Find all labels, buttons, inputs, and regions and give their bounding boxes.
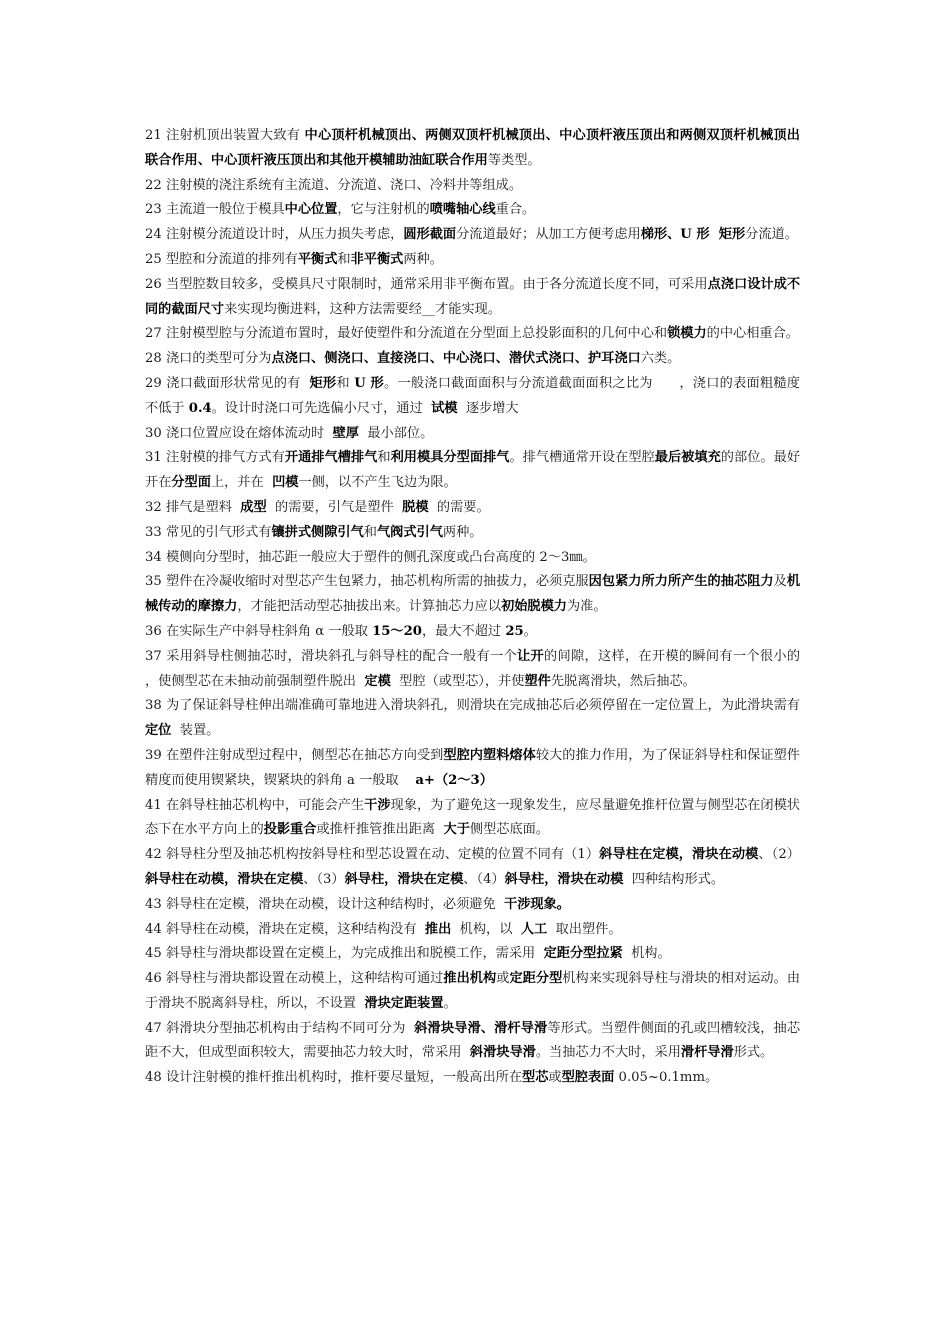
question-text: 25 型腔和分流道的排列有 (145, 251, 298, 267)
paragraph-item (145, 645, 842, 695)
question-text: 或推杆推管推出距离 (316, 822, 444, 838)
question-text: 39 在塑件注射成型过程中，侧型芯在抽芯方向受到 (145, 747, 444, 763)
question-text: 一侧，以不产生飞边为限。 (298, 475, 457, 491)
bold-answer-text: 定模 (364, 673, 391, 689)
question-text: 27 注射模型腔与分流道布置时，最好使塑件和分流道在分型面上总投影面积的几何中心和 (145, 326, 668, 342)
paragraph-item (145, 198, 800, 223)
question-text: 装置。 (171, 723, 220, 739)
bold-answer-text: 锁模力 (667, 326, 707, 342)
question-text: 28 浇口的类型可分为 (145, 351, 272, 367)
paragraph-item (145, 223, 800, 248)
paragraph-item (145, 1017, 800, 1067)
question-text: 分流道最好；从加工方便考虑用 (456, 227, 641, 243)
question-text: 现象，为了避免这一现象发生，应尽量避免推杆位置与侧型芯在闭模状态下在水平方向上的 (145, 797, 800, 838)
bold-answer-text: 初始脱模力 (501, 599, 567, 615)
bold-answer-text: 人工 (520, 921, 548, 937)
bold-answer-text: 塑件 (524, 673, 551, 689)
paragraph-item (145, 794, 800, 844)
question-text: 47 斜滑块分型抽芯机构由于结构不同可分为 (145, 1020, 415, 1036)
question-text: 。 (443, 995, 457, 1011)
question-text: 、（4） (463, 871, 505, 887)
question-text: 的间隙，这样，在开模的瞬间有一个很小的 ，使侧型芯在未抽动前强制塑件脱出 (145, 648, 842, 689)
paragraph-item (145, 496, 800, 521)
bold-answer-text: 壁厚 (332, 425, 359, 441)
bold-answer-text: 滑杆导滑 (680, 1045, 734, 1061)
question-text: 或 (496, 971, 510, 987)
bold-answer-text: 定距分型 (509, 971, 563, 987)
bold-answer-text: 中心位置 (284, 202, 338, 218)
bold-answer-text: 15～20 (372, 623, 422, 639)
question-text: 29 浇口截面形状常见的有 (145, 375, 310, 391)
question-text: 上，并在 (210, 475, 273, 491)
bold-answer-text: 平衡式 (297, 251, 338, 267)
bold-answer-text: 型芯 (522, 1070, 549, 1086)
bold-answer-text: 斜导柱，滑块在动模 (504, 871, 624, 887)
question-text: ，最大不超过 (421, 623, 506, 639)
bold-answer-text: 凹模 (272, 475, 299, 491)
paragraph-item (145, 521, 800, 546)
bold-answer-text: 斜导柱在定模，滑块在动模 (599, 847, 759, 863)
paragraph-item (145, 694, 809, 744)
question-text: 。设计时浇口可先选偏小尺寸，通过 (211, 400, 432, 416)
question-text: 44 斜导柱在动模，滑块在定模，这种结构没有 (145, 921, 425, 937)
question-text: 重合。 (495, 202, 536, 218)
bold-answer-text: 斜导柱在动模，滑块在定模 (145, 871, 304, 887)
question-text: ，才能把活动型芯抽拔出来。计算抽芯力应以 (237, 599, 502, 615)
question-text: 等形式。当塑件侧面的孔或凹槽较浅，抽芯距不大，但成型面积较大，需要抽芯力较大时，常采用 (145, 1020, 801, 1061)
question-text: 机构来实现斜导柱与滑块的相对运动。由于滑块不脱离斜导柱，所以，不设置 (145, 971, 801, 1011)
paragraph-item (145, 422, 800, 447)
bold-answer-text: 非平衡式 (350, 251, 404, 267)
question-text: 或 (548, 1070, 562, 1086)
paragraph-item (145, 570, 800, 620)
bold-answer-text: 利用模具分型面排气 (390, 450, 510, 466)
bold-answer-text: 斜导柱，滑块在定模 (344, 871, 464, 887)
question-text: 48 设计注射模的推杆推出机构时，推杆要尽量短，一般高出所在 (145, 1070, 523, 1086)
paragraph-item (145, 967, 800, 1017)
question-text: ，它与注射机的 (337, 202, 430, 218)
bold-answer-text: 气阀式引气 (376, 524, 443, 540)
question-text: 两种。 (442, 524, 483, 540)
bold-answer-text: 型腔内塑料熔体 (443, 747, 536, 763)
bold-answer-text: 定距分型拉紧 (543, 946, 623, 962)
bold-answer-text: 点浇口、侧浇口、直接浇口、中心浇口、潜伏式浇口、护耳浇口 (271, 351, 641, 367)
bold-answer-text: 因包紧力所力所产生的抽芯阻力 (588, 574, 774, 590)
bold-answer-text: 矩形 (309, 375, 337, 391)
bold-answer-text: 投影重合 (263, 822, 317, 838)
question-text: 、（3） (303, 871, 345, 887)
question-text: 38 为了保证斜导柱伸出端准确可靠地进入滑块斜孔，则滑块在完成抽芯后必须停留在一定位置上，为此滑块需有 (145, 698, 809, 714)
bold-answer-text: 点浇口设计成不同的截面尺寸 (145, 276, 801, 317)
question-text: 36 在实际生产中斜导柱斜角 α 一般取 (145, 623, 373, 639)
bold-answer-text: 脱模 (402, 499, 429, 515)
question-text: 31 注射模的排气方式有 (145, 450, 285, 466)
question-text: 34 模侧向分型时，抽芯距一般应大于塑件的侧孔深度或凸台高度的 2～3㎜。 (145, 549, 596, 565)
bold-answer-text: 让开 (517, 648, 544, 664)
paragraph-item (145, 942, 800, 967)
question-text: 45 斜导柱与滑块都设置在定模上，为完成推出和脱模工作，需采用 (145, 946, 544, 962)
bold-answer-text: 最后被填充 (654, 450, 721, 466)
bold-answer-text: 分型面 (171, 475, 211, 491)
paragraph-item (145, 273, 800, 323)
bold-answer-text: 滑块定距装置 (364, 995, 444, 1011)
bold-answer-text: 斜滑块导滑、滑杆导滑 (414, 1020, 548, 1036)
question-text: 。当抽芯力不大时，采用 (535, 1045, 681, 1061)
bold-answer-text: U 形 (354, 375, 384, 391)
question-text: 26 当型腔数目较多，受模具尺寸限制时，通常采用非平衡布置。由于各分流道长度不同，可采用 (145, 276, 708, 292)
bold-answer-text: 定位 (145, 723, 172, 739)
bold-answer-text: 推出机构 (443, 971, 497, 987)
bold-answer-text: 成型 (240, 499, 267, 515)
question-text: 两种。 (403, 251, 443, 267)
bold-answer-text: 干涉 (364, 797, 391, 813)
question-text: 机构，以 (451, 921, 521, 937)
question-text: 和 (336, 375, 355, 391)
question-text: 22 注射模的浇注系统有主流道、分流道、浇口、冷料井等组成。 (145, 177, 523, 193)
question-text: 先脱离滑块，然后抽芯。 (550, 673, 696, 689)
question-text: 侧型芯底面。 (469, 822, 550, 838)
paragraph-item (145, 322, 800, 347)
bold-answer-text: 镶拼式侧隙引气 (271, 524, 364, 540)
question-text: 32 排气是塑料 (145, 499, 241, 515)
bold-answer-text: 推出 (424, 921, 452, 937)
question-text: 0.05~0.1mm。 (614, 1070, 719, 1086)
question-text: 取出塑件。 (547, 921, 622, 937)
paragraph-item (145, 372, 800, 422)
question-text: 和 (377, 450, 391, 466)
bold-answer-text: 型腔表面 (561, 1070, 615, 1086)
question-text: 四种结构形式。 (623, 871, 725, 887)
question-text: 46 斜导柱与滑块都设置在动模上，这种结构可通过 (145, 971, 444, 987)
question-text: 和 (337, 251, 351, 267)
question-text: 最小部位。 (358, 425, 434, 441)
bold-answer-text: a+（2～3） (415, 772, 493, 788)
question-text: 37 采用斜导柱侧抽芯时，滑块斜孔与斜导柱的配合一般有一个 (145, 648, 518, 664)
bold-answer-text: 大于 (443, 822, 470, 838)
question-text: 41 在斜导柱抽芯机构中，可能会产生 (145, 797, 365, 813)
bold-answer-text: 开通排气槽排气 (284, 450, 378, 466)
question-text: 为准。 (567, 599, 607, 615)
paragraph-item (145, 248, 800, 273)
question-text: 35 塑件在冷凝收缩时对型芯产生包紧力，抽芯机构所需的抽拔力，必须克服 (145, 574, 589, 590)
paragraph-item (145, 174, 800, 199)
question-text: 的需要，引气是塑件 (266, 499, 403, 515)
bold-answer-text: 中心顶杆机械顶出、两侧双顶杆机械顶出、中心顶杆液压顶出和两侧双顶杆机械顶出联合作用、中心顶杆液压顶出和其他开模辅助油缸联合作用 (145, 128, 800, 168)
question-text: 30 浇口位置应设在熔体流动时 (145, 425, 333, 441)
question-text: 形式。 (733, 1045, 774, 1061)
bold-answer-text: 斜滑块导滑 (469, 1045, 536, 1061)
question-text: 的需要。 (428, 499, 490, 515)
question-text: 、（2） (758, 847, 800, 863)
paragraph-item (145, 620, 800, 645)
paragraph-item (145, 843, 800, 893)
question-text: 逐步增大 (457, 400, 519, 416)
question-text: 机构。 (622, 946, 671, 962)
bold-answer-text: 0.4 (188, 400, 212, 416)
question-text: 较大的推力作用，为了保证斜导柱和保证塑件精度而使用锲紧块，锲紧块的斜角 a 一般取 (145, 747, 800, 788)
question-text: 23 主流道一般位于模具 (145, 202, 285, 218)
question-text: 的部位。最好开在 (145, 450, 801, 491)
question-text: 。一般浇口截面面积与分流道截面面积之比为 ，浇口的表面粗糙度不低于 (145, 375, 800, 416)
bold-answer-text: 喷嘴轴心线 (429, 202, 496, 218)
paragraph-item (145, 124, 800, 174)
bold-answer-text: 机械传动的摩擦力 (145, 574, 800, 615)
question-text: 来实现均衡进料，这种方法需要经__才能实现。 (224, 301, 502, 317)
question-text: 分流道。 (745, 227, 798, 243)
question-text: 的中心相重合。 (706, 326, 799, 342)
paragraph-item (145, 918, 800, 943)
bold-answer-text: 25 (505, 623, 524, 639)
question-text: 24 注射模分流道设计时，从压力损失考虑， (145, 227, 404, 243)
bold-answer-text: 圆形截面 (403, 227, 457, 243)
paragraph-item (145, 893, 800, 918)
paragraph-item (145, 446, 800, 496)
question-text: 。 (523, 623, 537, 639)
question-text: 42 斜导柱分型及抽芯机构按斜导柱和型芯设置在动、定模的位置不同有（1） (145, 847, 600, 863)
question-text: 43 斜导柱在定模，滑块在动模，设计这种结构时，必须避免 (145, 896, 505, 912)
question-text: 33 常见的引气形式有 (145, 524, 272, 540)
document-page (145, 124, 842, 1091)
question-text: 型腔（或型芯），并使 (390, 673, 525, 689)
bold-answer-text: 梯形、U 形 矩形 (640, 227, 746, 243)
question-text: 21 注射机顶出装置大致有 (145, 128, 305, 143)
question-text: 六类。 (640, 351, 681, 367)
question-text: 等类型。 (487, 152, 541, 168)
bold-answer-text: 干涉现象。 (504, 896, 570, 912)
question-text: 。排气槽通常开设在型腔 (509, 450, 655, 466)
question-text: 和 (363, 524, 377, 540)
paragraph-item (145, 1066, 800, 1091)
paragraph-item (145, 744, 800, 794)
paragraph-item (145, 347, 800, 372)
paragraph-item (145, 546, 800, 571)
question-text: 及 (773, 574, 787, 590)
bold-answer-text: 试模 (431, 400, 458, 416)
